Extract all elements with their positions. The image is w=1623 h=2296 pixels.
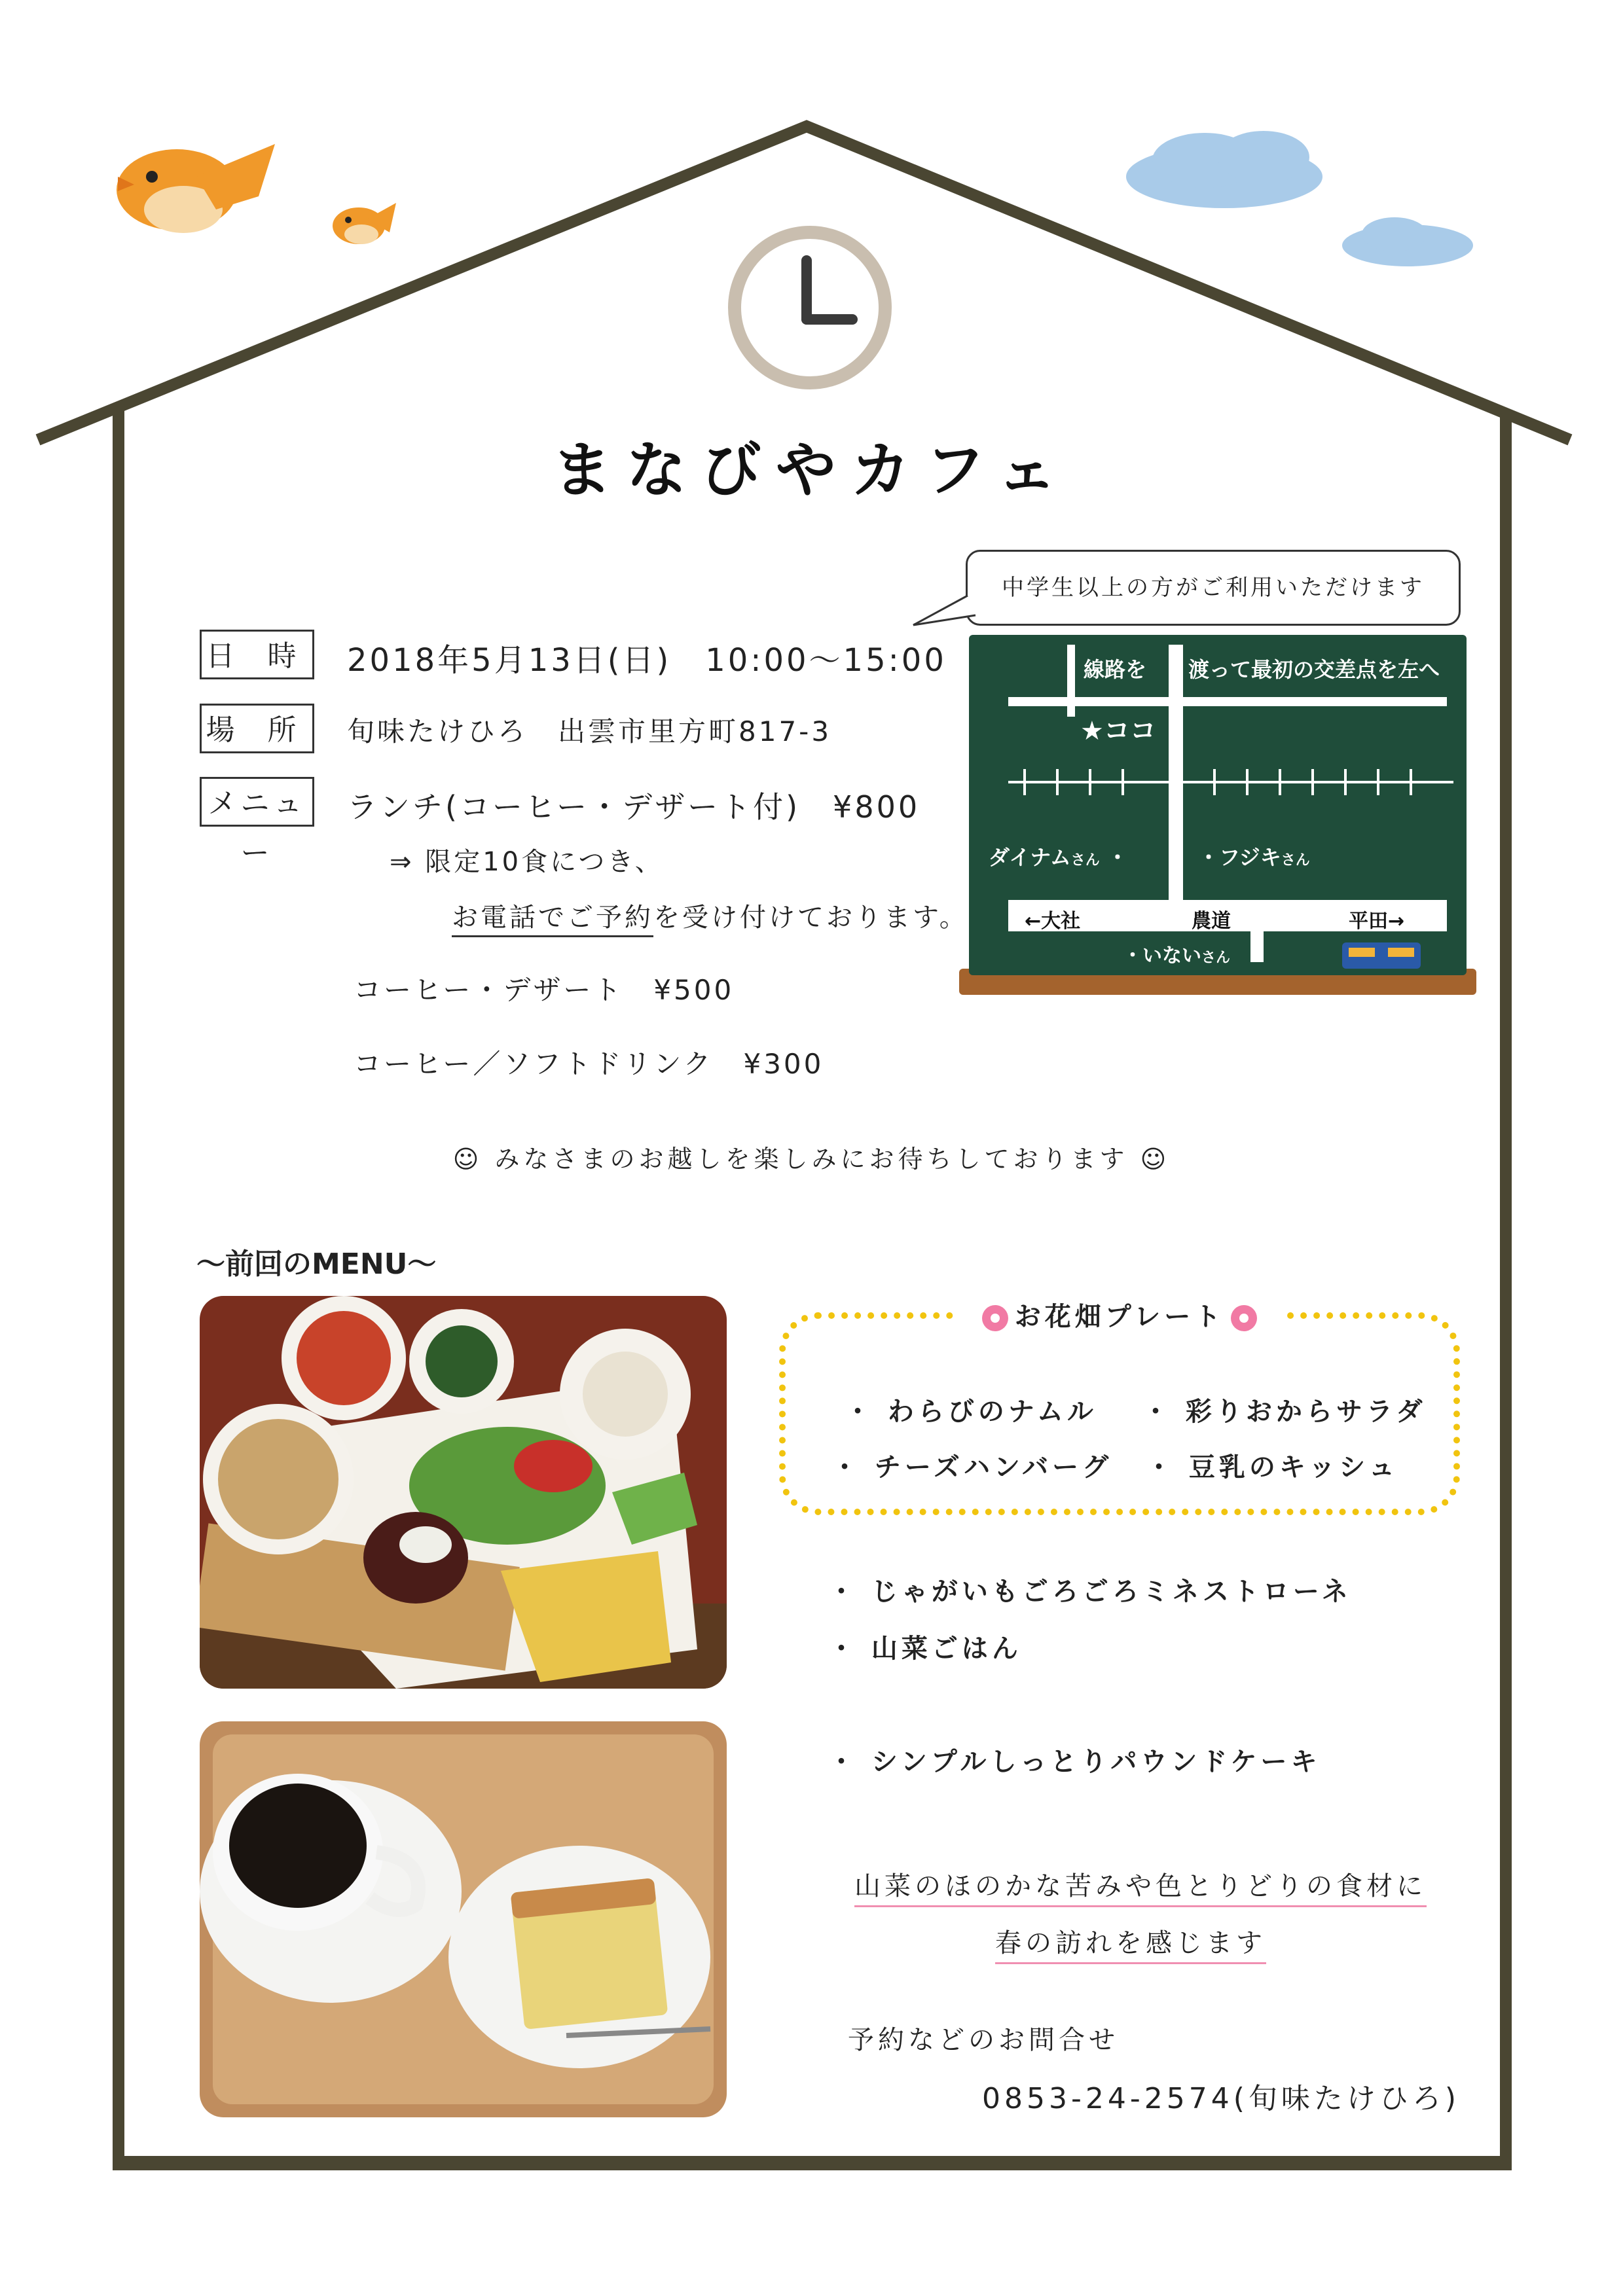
menu-label: メニュー (200, 777, 314, 827)
coffee-dessert-price: コーヒー・デザート ¥500 (354, 974, 735, 1006)
map-text-railway: 線路を (1084, 657, 1147, 682)
map-inai-san: さん (1201, 950, 1231, 966)
map-fujiki (1198, 841, 1310, 871)
map-dynam-san: さん (1070, 852, 1100, 869)
map-inai (1123, 939, 1230, 968)
contact-phone: 0853-24-2574(旬味たけひろ) (982, 2082, 1461, 2115)
cloud-icon (1126, 131, 1473, 266)
contact-label: 予約などのお問合せ (848, 2025, 1119, 2055)
tagline-line-1: 山菜のほのかな苦みや色とりどりの食材に (854, 1871, 1427, 1907)
previous-menu-heading: ～前回のMENU～ (196, 1247, 437, 1281)
map-fujiki-name: ・フジキ (1198, 845, 1281, 870)
coffee-cake-image (200, 1721, 727, 2117)
map-dynam-name: ダイナム (989, 845, 1071, 870)
reserve-rest-text: を受け付けております。 (653, 903, 968, 933)
coffee-soft-price: コーヒー／ソフトドリンク ¥300 (354, 1048, 824, 1080)
map-nodo: 農道 (1192, 910, 1231, 933)
small-bird-icon (333, 203, 396, 244)
reserve-phone-text: お電話でご予約 (452, 903, 653, 937)
page-title: まなびやカフェ (551, 435, 1072, 505)
plate-item: ・ 豆乳のキッシュ (1146, 1452, 1399, 1482)
map-chalkboard (969, 635, 1467, 975)
lunch-plate-photo (200, 1296, 727, 1689)
bubble-tail (910, 592, 982, 632)
map-taisha: ←大社 (1025, 910, 1081, 933)
plate-title: お花畑プレート (1014, 1302, 1225, 1332)
plate-item: ・ チーズハンバーグ (831, 1452, 1113, 1482)
place-label: 場 所 (200, 704, 314, 753)
limited-note: ⇒ 限定10食につき、 (390, 847, 664, 877)
map-hirata: 平田→ (1349, 910, 1405, 933)
plate-item: ・ 彩りおからサラダ (1142, 1397, 1427, 1427)
clock-icon (735, 232, 885, 383)
tagline-line-2: 春の訪れを感じます (995, 1928, 1266, 1964)
plate-item: ・ わらびのナムル (845, 1397, 1097, 1427)
map-text-turn: 渡って最初の交差点を左へ (1188, 657, 1440, 682)
menu-item-minestrone: ・ じゃがいもごろごろミネストローネ (828, 1577, 1352, 1607)
flower-icon (1231, 1305, 1257, 1331)
menu-item-sansai-rice: ・ 山菜ごはん (828, 1634, 1022, 1664)
menu-item-pound-cake: ・ シンプルしっとりパウンドケーキ (828, 1747, 1321, 1777)
date-label: 日 時 (200, 630, 314, 679)
date-value: 2018年5月13日(日) 10:00～15:00 (347, 642, 947, 679)
notice-bubble: 中学生以上の方がご利用いただけます (966, 550, 1461, 626)
map-here-marker: ★ココ (1080, 716, 1156, 746)
lunch-price: ランチ(コーヒー・デザート付) ¥800 (347, 789, 921, 825)
place-value: 旬味たけひろ 出雲市里方町817-3 (347, 715, 832, 747)
flower-icon (982, 1305, 1008, 1331)
map-fujiki-san: さん (1281, 852, 1310, 869)
map-dynam: ダイナムさん ・ (989, 845, 1128, 870)
map-inai-name: ・いない (1123, 944, 1201, 967)
reserve-note (452, 897, 968, 934)
coffee-cake-photo (200, 1721, 727, 2117)
lunch-plate-image (200, 1296, 727, 1689)
plate-title-row (779, 1296, 1460, 1333)
bird-icon (117, 144, 275, 233)
welcome-message: ☺ みなさまのお越しを楽しみにお待ちしております ☺ (452, 1145, 1171, 1174)
